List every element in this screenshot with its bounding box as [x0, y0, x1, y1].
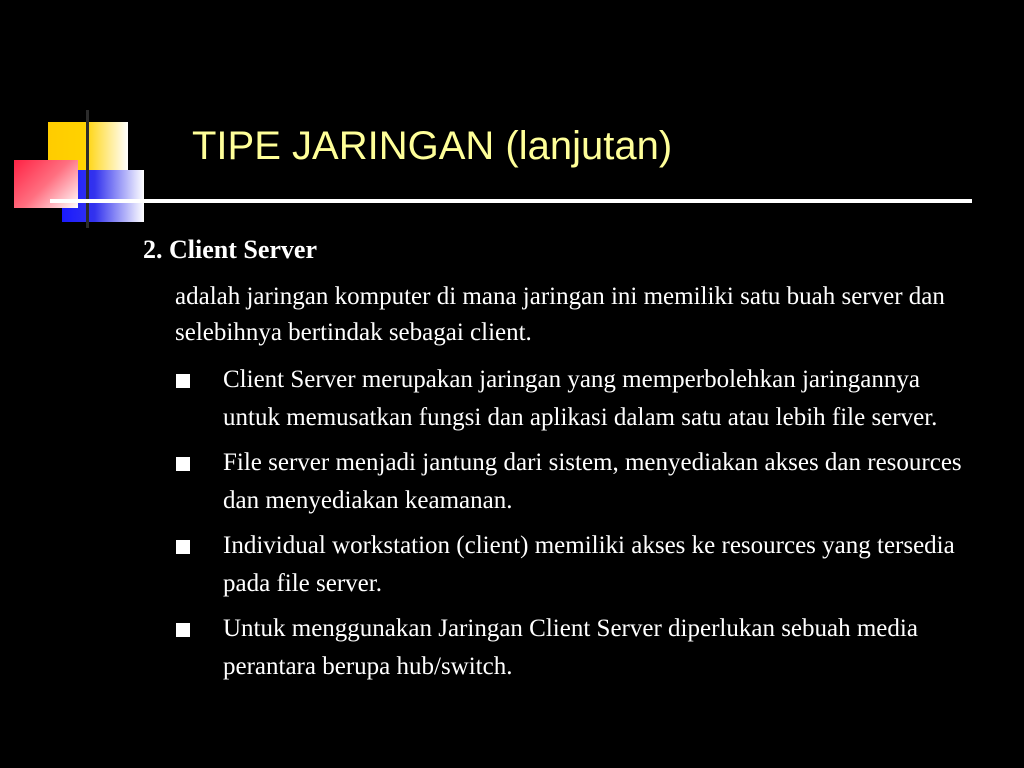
bullet-text: Individual workstation (client) memiliki akses ke resources yang tersedia pada file server.	[223, 532, 955, 597]
bullet-item	[143, 610, 983, 686]
bullet-item	[143, 361, 983, 437]
bullet-item	[143, 527, 983, 603]
square-bullet-icon	[176, 540, 190, 554]
logo-vertical-line	[86, 110, 89, 228]
slide-content	[143, 234, 983, 693]
bullet-list	[143, 361, 983, 686]
slide-title: TIPE JARINGAN (lanjutan)	[192, 124, 673, 168]
section-heading: 2. Client Server	[143, 235, 318, 264]
bullet-text: File server menjadi jantung dari sistem, menyediakan akses dan resources dan menyediakan keamanan.	[223, 449, 962, 514]
square-bullet-icon	[176, 457, 190, 471]
color-blocks-logo	[0, 0, 160, 240]
bullet-text: Untuk menggunakan Jaringan Client Server diperlukan sebuah media perantara berupa hub/switch.	[223, 615, 918, 680]
intro-paragraph: adalah jaringan komputer di mana jaringan ini memiliki satu buah server dan selebihnya bertindak sebagai client.	[175, 283, 945, 346]
title-divider	[50, 199, 972, 203]
square-bullet-icon	[176, 623, 190, 637]
bullet-item	[143, 444, 983, 520]
square-bullet-icon	[176, 374, 190, 388]
bullet-text: Client Server merupakan jaringan yang memperbolehkan jaringannya untuk memusatkan fungsi dan aplikasi dalam satu atau lebih file server.	[223, 366, 938, 431]
